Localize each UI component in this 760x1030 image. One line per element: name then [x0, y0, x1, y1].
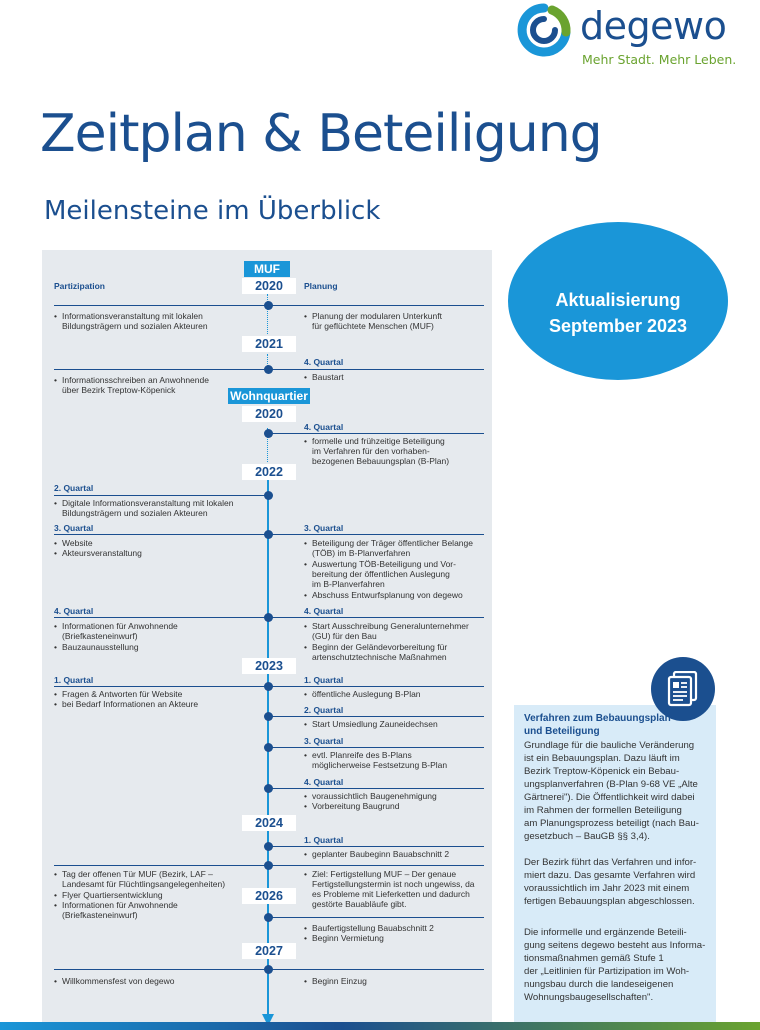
list-item: • Tag der offenen Tür MUF (Bezirk, LAF – Landesamt für Flüchtlingsangelegenheiten): [54, 869, 225, 889]
quarter-label: 1. Quartal: [304, 675, 344, 685]
info-paragraph: Grundlage für die bauliche Veränderung ist ein Bebauungsplan. Dazu läuft im Bezirk Treptow-Köpenick ein Bebau- ungsplanverfahren (B-Plan 9-68 VE „Alte Gärtnerei"). Die Öffentlichkeit wird dabei im Rahmen der formellen Beteiligung am Planungsprozess beteiligt (nach Bau- gesetzbuch – BauGB §§ 3,4).: [524, 740, 699, 842]
list-item: • öffentliche Auslegung B-Plan: [304, 689, 421, 699]
list-item: • Digitale Informationsveranstaltung mit lokalen Bildungsträgern und sozialen Akteuren: [54, 498, 234, 518]
milestone-dot: [264, 613, 273, 622]
milestone-dot: [264, 861, 273, 870]
list-item: • Baustart: [304, 372, 344, 382]
logo-wordmark: degewo: [580, 4, 727, 48]
milestone-line: [268, 917, 484, 918]
column-label-planung: Planung: [304, 281, 338, 291]
year-label: 2023: [242, 658, 296, 674]
list-item: • Beteiligung der Träger öffentlicher Belange (TÖB) im B-Planverfahren: [304, 538, 473, 558]
milestone-dot: [264, 491, 273, 500]
year-label: 2020: [242, 406, 296, 422]
list-item: • Ziel: Fertigstellung MUF – Der genaue Fertigstellungstermin ist noch ungewiss, da es Probleme mit Lieferketten und dadurch gestörte Bauabläufe gibt.: [304, 869, 475, 909]
list-item: • Willkommensfest von degewo: [54, 976, 174, 986]
column-label-partizipation: Partizipation: [54, 281, 106, 291]
update-badge-line2: September 2023: [548, 316, 688, 336]
list-item: • Informationsschreiben an Anwohnende über Bezirk Treptow-Köpenick: [54, 375, 209, 395]
milestone-dot: [264, 784, 273, 793]
logo-tagline: Mehr Stadt. Mehr Leben.: [582, 52, 737, 67]
list-item: • evtl. Planreife des B-Plans möglicherweise Festsetzung B-Plan: [304, 750, 447, 770]
bottom-color-bar: [0, 1022, 760, 1030]
list-item: • Start Umsiedlung Zauneidechsen: [304, 719, 438, 729]
milestone-line: [54, 495, 268, 496]
milestone-line: [268, 788, 484, 789]
milestone-dot: [264, 301, 273, 310]
milestone-dot: [264, 743, 273, 752]
update-badge-line1: Aktualisierung: [555, 290, 681, 310]
quarter-label: 3. Quartal: [304, 523, 344, 533]
list-item: • Vorbereitung Baugrund: [304, 801, 399, 811]
year-label: 2021: [242, 336, 296, 352]
milestone-dot: [264, 712, 273, 721]
list-item: • Informationen für Anwohnende (Briefkasteneinwurf): [54, 621, 178, 641]
quarter-label: 2. Quartal: [304, 705, 344, 715]
year-label: 2020: [242, 278, 296, 294]
muf-tag: MUF: [244, 261, 290, 277]
list-item: • Bauzaunausstellung: [54, 642, 139, 652]
quarter-label: 4. Quartal: [304, 422, 344, 432]
list-item: • Beginn Vermietung: [304, 933, 384, 943]
milestone-dot: [264, 530, 273, 539]
list-item: • Informationen für Anwohnende (Briefkasteneinwurf): [54, 900, 178, 920]
list-item: • voraussichtlich Baugenehmigung: [304, 791, 437, 801]
quarter-label: 1. Quartal: [304, 835, 344, 845]
milestone-dot: [264, 365, 273, 374]
timeline: [42, 250, 492, 1030]
list-item: • Website: [54, 538, 93, 548]
page-subtitle: Meilensteine im Überblick: [44, 196, 381, 226]
milestone-line: [268, 747, 484, 748]
degewo-logo-icon: [516, 2, 572, 58]
list-item: • Akteursveranstaltung: [54, 548, 142, 558]
info-paragraph: Die informelle und ergänzende Beteili- gung seitens degewo besteht aus Informa- tionsmaßnahmen gemäß Stufe 1 der „Leitlinien für Partizipation im Woh- nungsbau durch die landeseigenen Wohnungsbaugesellschaften".: [524, 927, 706, 1003]
quarter-label: 1. Quartal: [54, 675, 94, 685]
update-badge: [508, 222, 728, 380]
quarter-label: 2. Quartal: [54, 483, 94, 493]
list-item: • Auswertung TÖB-Beteiligung und Vor- bereitung der öffentlichen Auslegung im B-Planverfahren: [304, 559, 456, 589]
list-item: • Abschuss Entwurfsplanung von degewo: [304, 590, 463, 600]
milestone-dot: [264, 842, 273, 851]
quarter-label: 3. Quartal: [54, 523, 94, 533]
timeline-dotted-segment: [267, 294, 268, 334]
list-item: • Informationsveranstaltung mit lokalen Bildungsträgern und sozialen Akteuren: [54, 311, 208, 331]
list-item: • Beginn der Geländevorbereitung für artenschutztechnische Maßnahmen: [304, 642, 447, 662]
milestone-dot: [264, 429, 273, 438]
year-label: 2024: [242, 815, 296, 831]
list-item: • Fragen & Antworten für Website: [54, 689, 182, 699]
quarter-label: 4. Quartal: [304, 606, 344, 616]
list-item: • bei Bedarf Informationen an Akteure: [54, 699, 198, 709]
list-item: • Flyer Quartiersentwicklung: [54, 890, 163, 900]
milestone-line: [268, 846, 484, 847]
list-item: • Planung der modularen Unterkunft für geflüchtete Menschen (MUF): [304, 311, 442, 331]
list-item: • geplanter Baubeginn Bauabschnitt 2: [304, 849, 449, 859]
milestone-line: [268, 433, 484, 434]
milestone-dot: [264, 913, 273, 922]
page-title: Zeitplan & Beteiligung: [40, 104, 602, 164]
list-item: • Baufertigstellung Bauabschnitt 2: [304, 923, 434, 933]
info-title: Verfahren zum Bebauungsplan und Beteiligung: [524, 713, 671, 737]
list-item: • formelle und frühzeitige Beteiligung im Verfahren für den vorhaben- bezogenen Bebauungsplan (B-Plan): [304, 436, 449, 466]
list-item: • Beginn Einzug: [304, 976, 367, 986]
document-icon: [667, 671, 699, 707]
quarter-label: 4. Quartal: [304, 777, 344, 787]
milestone-dot: [264, 682, 273, 691]
quarter-label: 3. Quartal: [304, 736, 344, 746]
milestone-dot: [264, 965, 273, 974]
milestone-line: [268, 716, 484, 717]
quarter-label: 4. Quartal: [304, 357, 344, 367]
year-label: 2026: [242, 888, 296, 904]
quarter-label: 4. Quartal: [54, 606, 94, 616]
info-paragraph: Der Bezirk führt das Verfahren und infor- miert dazu. Das gesamte Verfahren wird voraussichtlich im Jahr 2023 mit einem fertigen Bebauungsplan abgeschlossen.: [524, 857, 697, 907]
year-label: 2027: [242, 943, 296, 959]
wohnquartier-tag: Wohnquartier: [228, 388, 310, 404]
year-label: 2022: [242, 464, 296, 480]
list-item: • Start Ausschreibung Generalunternehmer (GU) für den Bau: [304, 621, 469, 641]
